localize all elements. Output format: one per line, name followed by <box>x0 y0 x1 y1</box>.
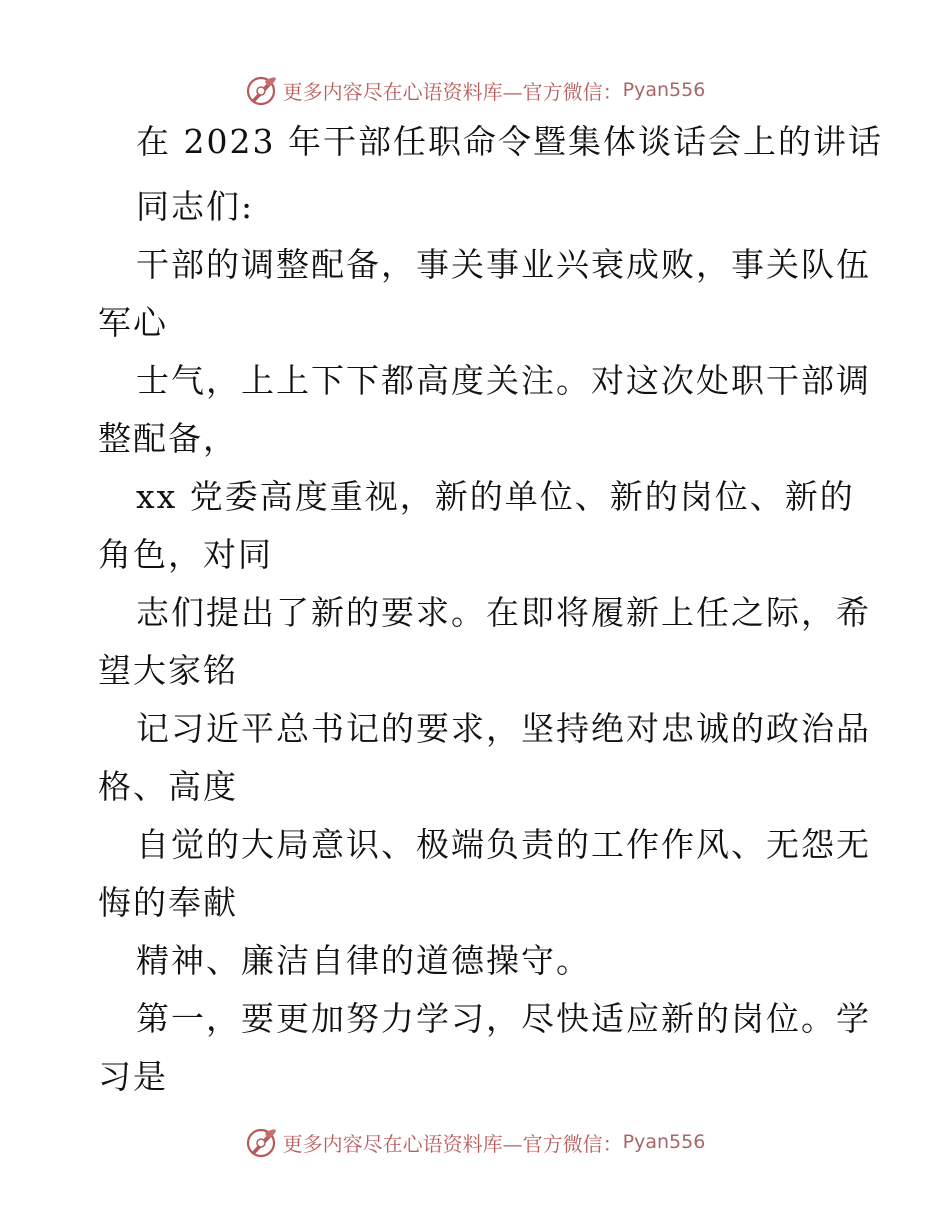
watermark-banner-top <box>0 70 950 110</box>
text-line: 习是 <box>98 1057 168 1096</box>
text-line: 军心 <box>98 303 168 342</box>
quill-pen-circle-icon <box>245 73 279 107</box>
watermark-site-text: 更多内容尽在心语资料库—官方微信： <box>282 1131 623 1156</box>
text-line: 望大家铭 <box>98 651 238 690</box>
text-line: 自觉的大局意识、极端负责的工作作风、无怨无 <box>136 825 871 864</box>
watermark-site-text: 更多内容尽在心语资料库—官方微信： <box>282 79 623 104</box>
text-line: 精神、廉洁自律的道德操守。 <box>136 941 591 980</box>
watermark-contact: Pyan556 <box>622 79 706 101</box>
text-line: 干部的调整配备，事关事业兴衰成败，事关队伍 <box>136 245 871 284</box>
watermark-contact: Pyan556 <box>622 1131 706 1153</box>
text-line: 第一，要更加努力学习，尽快适应新的岗位。学 <box>136 999 871 1038</box>
text-line: 整配备， <box>98 419 238 458</box>
watermark-banner-bottom <box>0 1122 950 1162</box>
text-line: 志们提出了新的要求。在即将履新上任之际，希 <box>136 593 871 632</box>
text-line: 记习近平总书记的要求，坚持绝对忠诚的政治品 <box>136 709 871 748</box>
quill-pen-circle-icon <box>245 1125 279 1159</box>
text-line: 士气，上上下下都高度关注。对这次处职干部调 <box>136 361 871 400</box>
text-line: 悔的奉献 <box>98 883 238 922</box>
text-line: xx 党委高度重视，新的单位、新的岗位、新的 <box>136 477 855 516</box>
text-line: 角色，对同 <box>98 535 273 574</box>
text-line: 同志们: <box>136 187 255 226</box>
document-title: 在 2023 年干部任职命令暨集体谈话会上的讲话 <box>136 122 883 161</box>
text-line: 格、高度 <box>98 767 238 806</box>
